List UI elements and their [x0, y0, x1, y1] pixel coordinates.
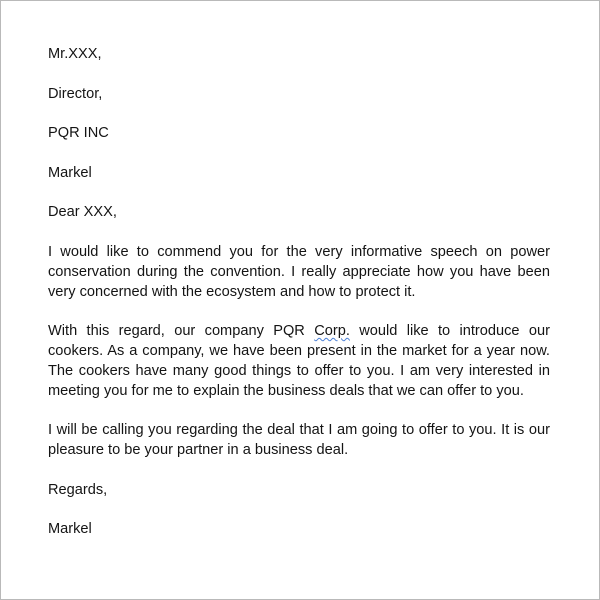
paragraph-introduction-start: With this regard, our company PQR [48, 323, 315, 340]
spellcheck-flagged-word: Corp. [314, 323, 350, 340]
signature: Markel [48, 521, 92, 538]
paragraph-commendation: I would like to commend you for the very informative speech on power conservation during the convention. I really appreciate how you have been very concerned with the ecosystem and how to protect it. [48, 243, 550, 300]
paragraph-introduction [48, 322, 550, 401]
recipient-company: PQR INC [48, 125, 109, 142]
recipient-title: Director, [48, 85, 103, 102]
letter-body [48, 45, 550, 540]
paragraph-follow-up: I will be calling you regarding the deal that I am going to offer to you. It is our pleasure to be your partner in a business deal. [48, 422, 550, 458]
closing: Regards, [48, 481, 108, 498]
salutation: Dear XXX, [48, 204, 117, 221]
recipient-name: Mr.XXX, [48, 46, 102, 62]
recipient-location: Markel [48, 164, 92, 181]
paragraph-introduction-end: would like to introduce our cookers. As a company, we have been present in the market for a year now. The cookers have many good things to offer to you. I am very interested in meeting you for me to explain the business deals that we can offer to you. [48, 323, 550, 399]
